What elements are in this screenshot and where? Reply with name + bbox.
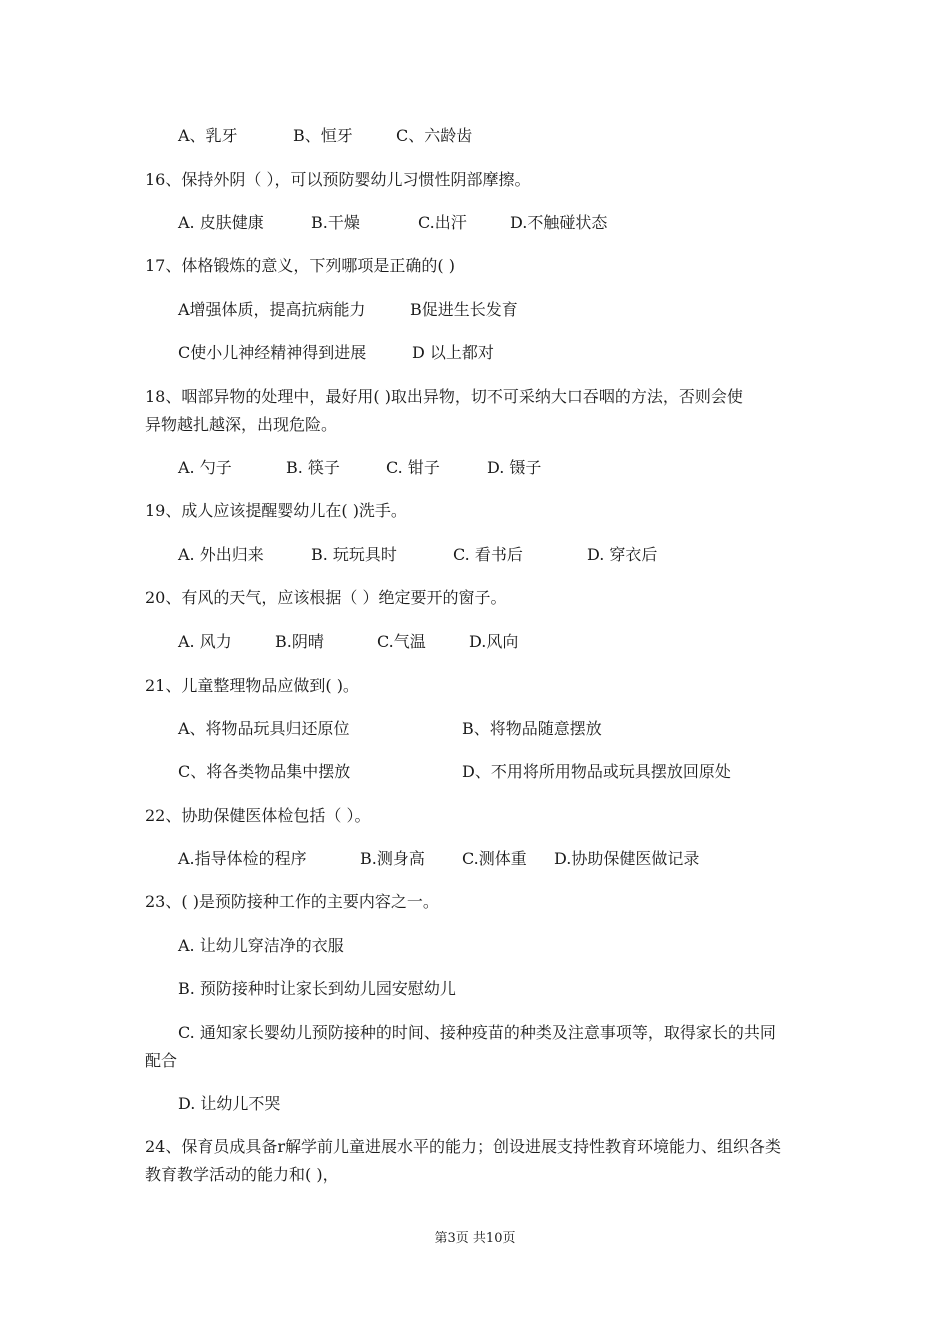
q21-question: 21、儿童整理物品应做到( )。 (145, 676, 359, 695)
q20-option-b: B.阴晴 (275, 632, 324, 651)
q22-option-d: D.协助保健医做记录 (554, 849, 700, 868)
q17-option-a: A增强体质，提高抗病能力 (178, 300, 366, 319)
q17-option-d: D 以上都对 (412, 343, 494, 362)
q17-option-c: C使小儿神经精神得到进展 (178, 343, 367, 362)
q19-option-b: B. 玩玩具时 (311, 545, 397, 564)
q23-option-c-line2: 配合 (145, 1051, 178, 1070)
q18-option-b: B. 筷子 (286, 458, 340, 477)
q23-option-c-line1: C. 通知家长婴幼儿预防接种的时间、接种疫苗的种类及注意事项等，取得家长的共同 (178, 1023, 776, 1042)
q17-option-b: B促进生长发育 (410, 300, 518, 319)
q19-option-d: D. 穿衣后 (587, 545, 658, 564)
q22-option-c: C.测体重 (462, 849, 527, 868)
q21-option-c: C、将各类物品集中摆放 (178, 762, 351, 781)
q16-option-d: D.不触碰状态 (510, 213, 608, 232)
q22-option-a: A.指导体检的程序 (178, 849, 307, 868)
q19-question: 19、成人应该提醒婴幼儿在( )洗手。 (145, 501, 407, 520)
q18-question-line1: 18、咽部异物的处理中，最好用( )取出异物，切不可采纳大口吞咽的方法，否则会使 (145, 387, 743, 406)
q16-option-b: B.干燥 (311, 213, 360, 232)
q20-option-a: A. 风力 (178, 632, 232, 651)
q15-option-b: B、恒牙 (293, 126, 353, 145)
q22-question: 22、协助保健医体检包括（ ）。 (145, 806, 371, 825)
q23-option-a: A. 让幼儿穿洁净的衣服 (178, 936, 344, 955)
q20-option-c: C.气温 (377, 632, 426, 651)
q20-question: 20、有风的天气，应该根据（ ）绝定要开的窗子。 (145, 588, 507, 607)
q18-question-line2: 异物越扎越深，出现危险。 (145, 415, 338, 434)
page-number: 第3页 共10页 (434, 1231, 516, 1246)
q24-question-line2: 教育教学活动的能力和( )， (145, 1165, 339, 1184)
q18-option-a: A. 勺子 (178, 458, 232, 477)
q17-question: 17、体格锻炼的意义，下列哪项是正确的( ) (145, 256, 455, 275)
q23-option-d: D. 让幼儿不哭 (178, 1094, 281, 1113)
q16-question: 16、保持外阴（ ），可以预防婴幼儿习惯性阴部摩擦。 (145, 170, 531, 189)
q19-option-c: C. 看书后 (453, 545, 523, 564)
q18-option-d: D. 镊子 (487, 458, 542, 477)
q23-question: 23、( )是预防接种工作的主要内容之一。 (145, 892, 439, 911)
q20-option-d: D.风向 (469, 632, 519, 651)
q21-option-a: A、将物品玩具归还原位 (178, 719, 350, 738)
q19-option-a: A. 外出归来 (178, 545, 264, 564)
q15-option-a: A、乳牙 (178, 126, 238, 145)
q21-option-d: D、不用将所用物品或玩具摆放回原处 (462, 762, 731, 781)
q24-question-line1: 24、保育员成具备r解学前儿童进展水平的能力；创设进展支持性教育环境能力、组织各类 (145, 1137, 782, 1156)
q21-option-b: B、将物品随意摆放 (462, 719, 602, 738)
q16-option-a: A. 皮肤健康 (178, 213, 264, 232)
q22-option-b: B.测身高 (360, 849, 425, 868)
q16-option-c: C.出汗 (418, 213, 467, 232)
q15-option-c: C、六龄齿 (396, 126, 473, 145)
q18-option-c: C. 钳子 (386, 458, 440, 477)
q23-option-b: B. 预防接种时让家长到幼儿园安慰幼儿 (178, 979, 456, 998)
